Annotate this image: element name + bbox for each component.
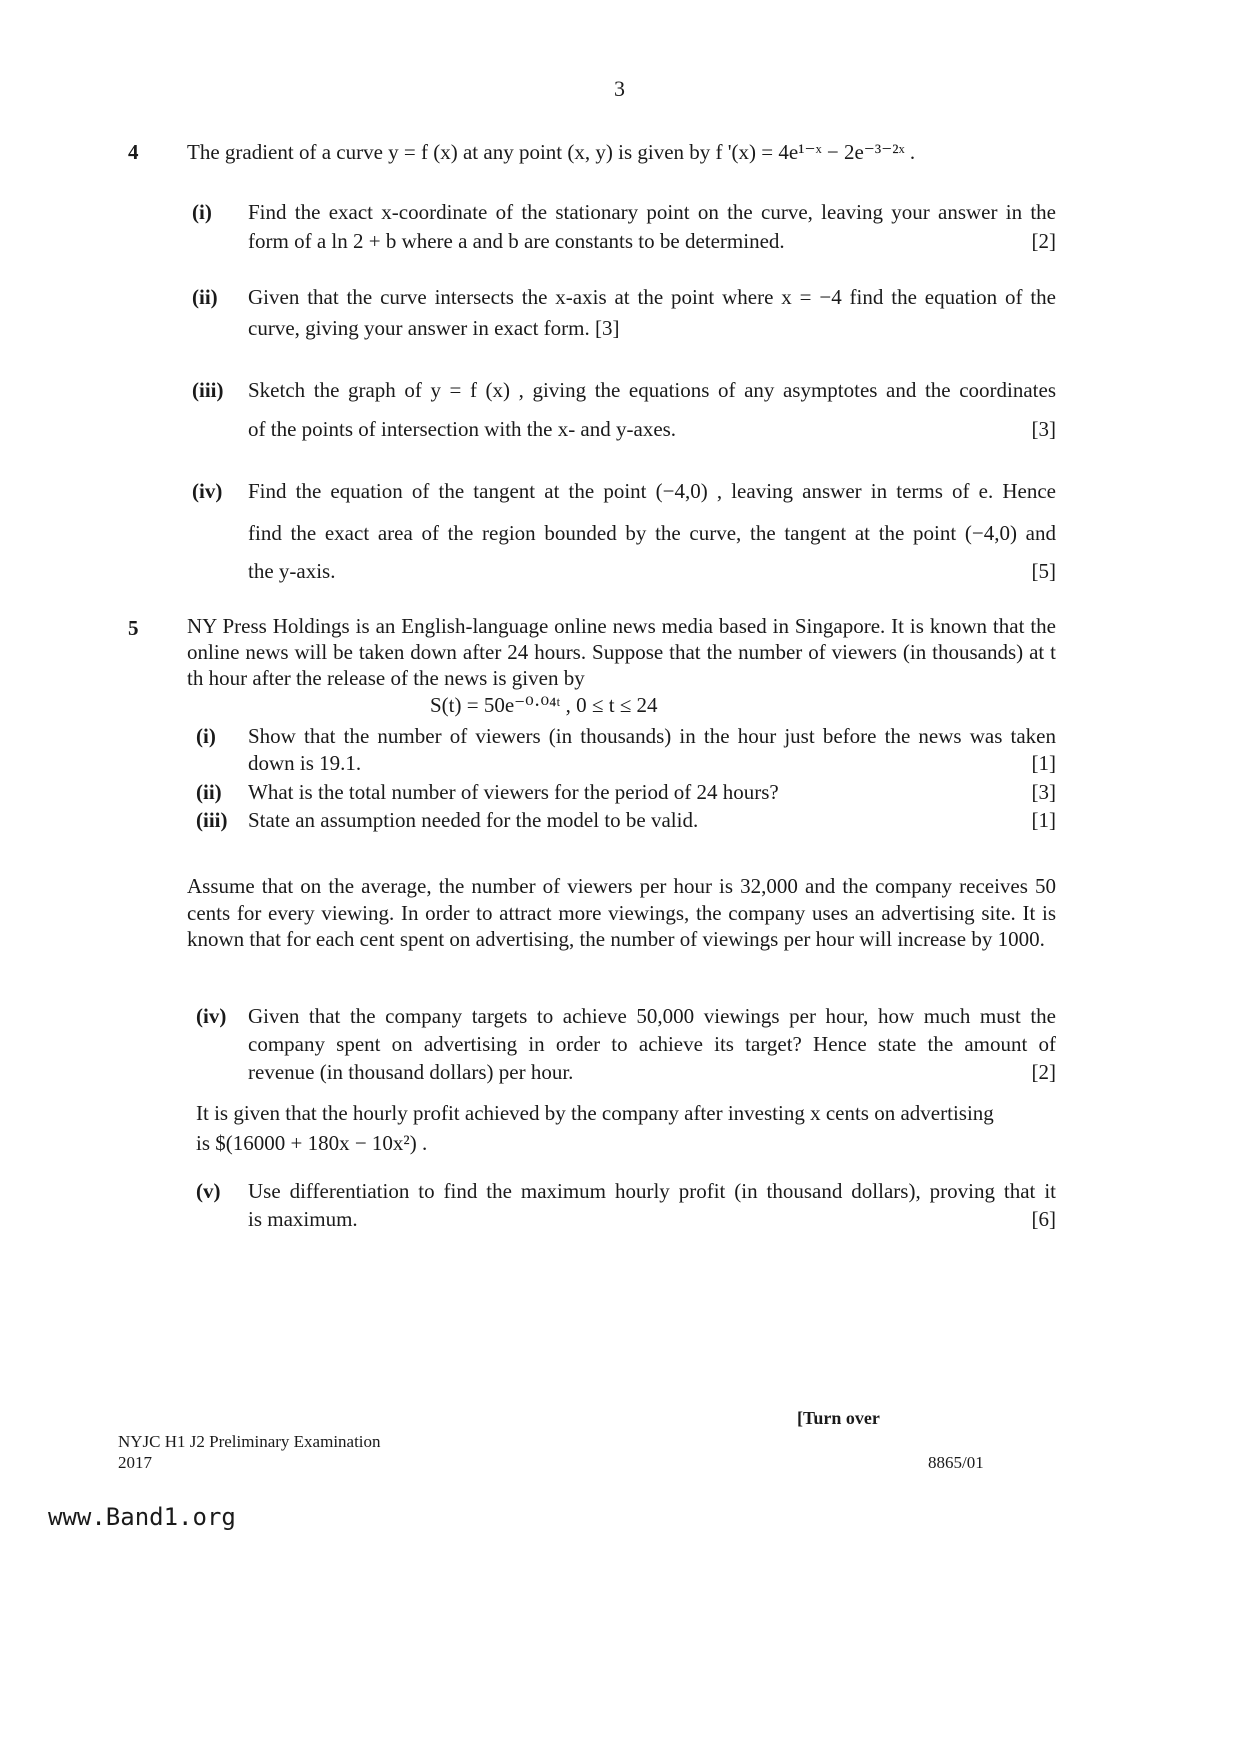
part-text: Find the equation of the tangent at the point (−4,0) , leaving answer in terms of e. Hence [248, 479, 1056, 503]
part-label: (v) [196, 1179, 221, 1203]
part-label: (ii) [196, 780, 222, 804]
exam-title: NYJC H1 J2 Preliminary Examination [118, 1432, 381, 1451]
part-label: (iii) [196, 808, 228, 832]
page-number: 3 [614, 76, 625, 101]
part-text: company spent on advertising in order to achieve its target? Hence state the amount of [248, 1032, 1056, 1056]
marks: [3] [1031, 417, 1056, 441]
question-number: 4 [128, 140, 139, 164]
website-watermark: www.Band1.org [48, 1503, 236, 1531]
turn-over: [Turn over [797, 1408, 880, 1428]
marks: [2] [1031, 229, 1056, 253]
part-text: Find the exact x-coordinate of the stationary point on the curve, leaving your answer in the [248, 200, 1056, 224]
part-label: (iv) [192, 479, 223, 503]
part-text: revenue (in thousand dollars) per hour. [248, 1060, 574, 1084]
part-text: Use differentiation to find the maximum hourly profit (in thousand dollars), proving that it [248, 1179, 1056, 1203]
part-text: the y-axis. [248, 559, 336, 583]
part-text: Given that the curve intersects the x-axis at the point where x = −4 find the equation of the [248, 285, 1056, 309]
formula: S(t) = 50e⁻⁰·⁰⁴ᵗ , 0 ≤ t ≤ 24 [430, 693, 658, 717]
part-label: (iii) [192, 378, 224, 402]
part-label: (i) [192, 200, 212, 224]
marks: [3] [1031, 780, 1056, 804]
exam-year: 2017 [118, 1453, 152, 1472]
part-text: Given that the company targets to achieve 50,000 viewings per hour, how much must the [248, 1004, 1056, 1028]
part-text: down is 19.1. [248, 751, 362, 775]
paper-code: 8865/01 [928, 1453, 984, 1472]
profit-text: It is given that the hourly profit achieved by the company after investing x cents on advertising [196, 1101, 994, 1125]
part-text: find the exact area of the region bounded by the curve, the tangent at the point (−4,0) and [248, 521, 1056, 545]
part-text: Show that the number of viewers (in thousands) in the hour just before the news was taken [248, 724, 1056, 748]
question-intro: NY Press Holdings is an English-language online news media based in Singapore. It is known that the online news will be taken down after 24 hours. Suppose that the number of viewers (in thousands) at t th hour after the release of the news is given by [187, 614, 1056, 690]
assumption-paragraph: Assume that on the average, the number of viewers per hour is 32,000 and the company receives 50 cents for every viewing. In order to attract more viewings, the company uses an advertising site. It is known that for each cent spent on advertising, the number of viewings per hour will increase by 1000. [187, 874, 1056, 951]
marks: [1] [1031, 751, 1056, 775]
part-text: form of a ln 2 + b where a and b are constants to be determined. [248, 229, 785, 253]
marks: [1] [1031, 808, 1056, 832]
marks: [5] [1031, 559, 1056, 583]
part-label: (i) [196, 724, 216, 748]
part-text: of the points of intersection with the x- and y-axes. [248, 417, 677, 441]
part-text: Sketch the graph of y = f (x) , giving the equations of any asymptotes and the coordinates [248, 378, 1056, 402]
part-text: State an assumption needed for the model to be valid. [248, 808, 699, 832]
part-label: (ii) [192, 285, 218, 309]
part-text: is maximum. [248, 1207, 358, 1231]
part-text: What is the total number of viewers for the period of 24 hours? [248, 780, 779, 804]
part-text: curve, giving your answer in exact form. [3] [248, 316, 620, 340]
part-label: (iv) [196, 1004, 227, 1028]
question-stem: The gradient of a curve y = f (x) at any point (x, y) is given by f '(x) = 4e¹⁻ˣ − 2e⁻³⁻²ˣ . [187, 140, 916, 164]
question-number: 5 [128, 616, 139, 640]
profit-text: is $(16000 + 180x − 10x²) . [196, 1131, 428, 1155]
marks: [6] [1031, 1207, 1056, 1231]
marks: [2] [1031, 1060, 1056, 1084]
